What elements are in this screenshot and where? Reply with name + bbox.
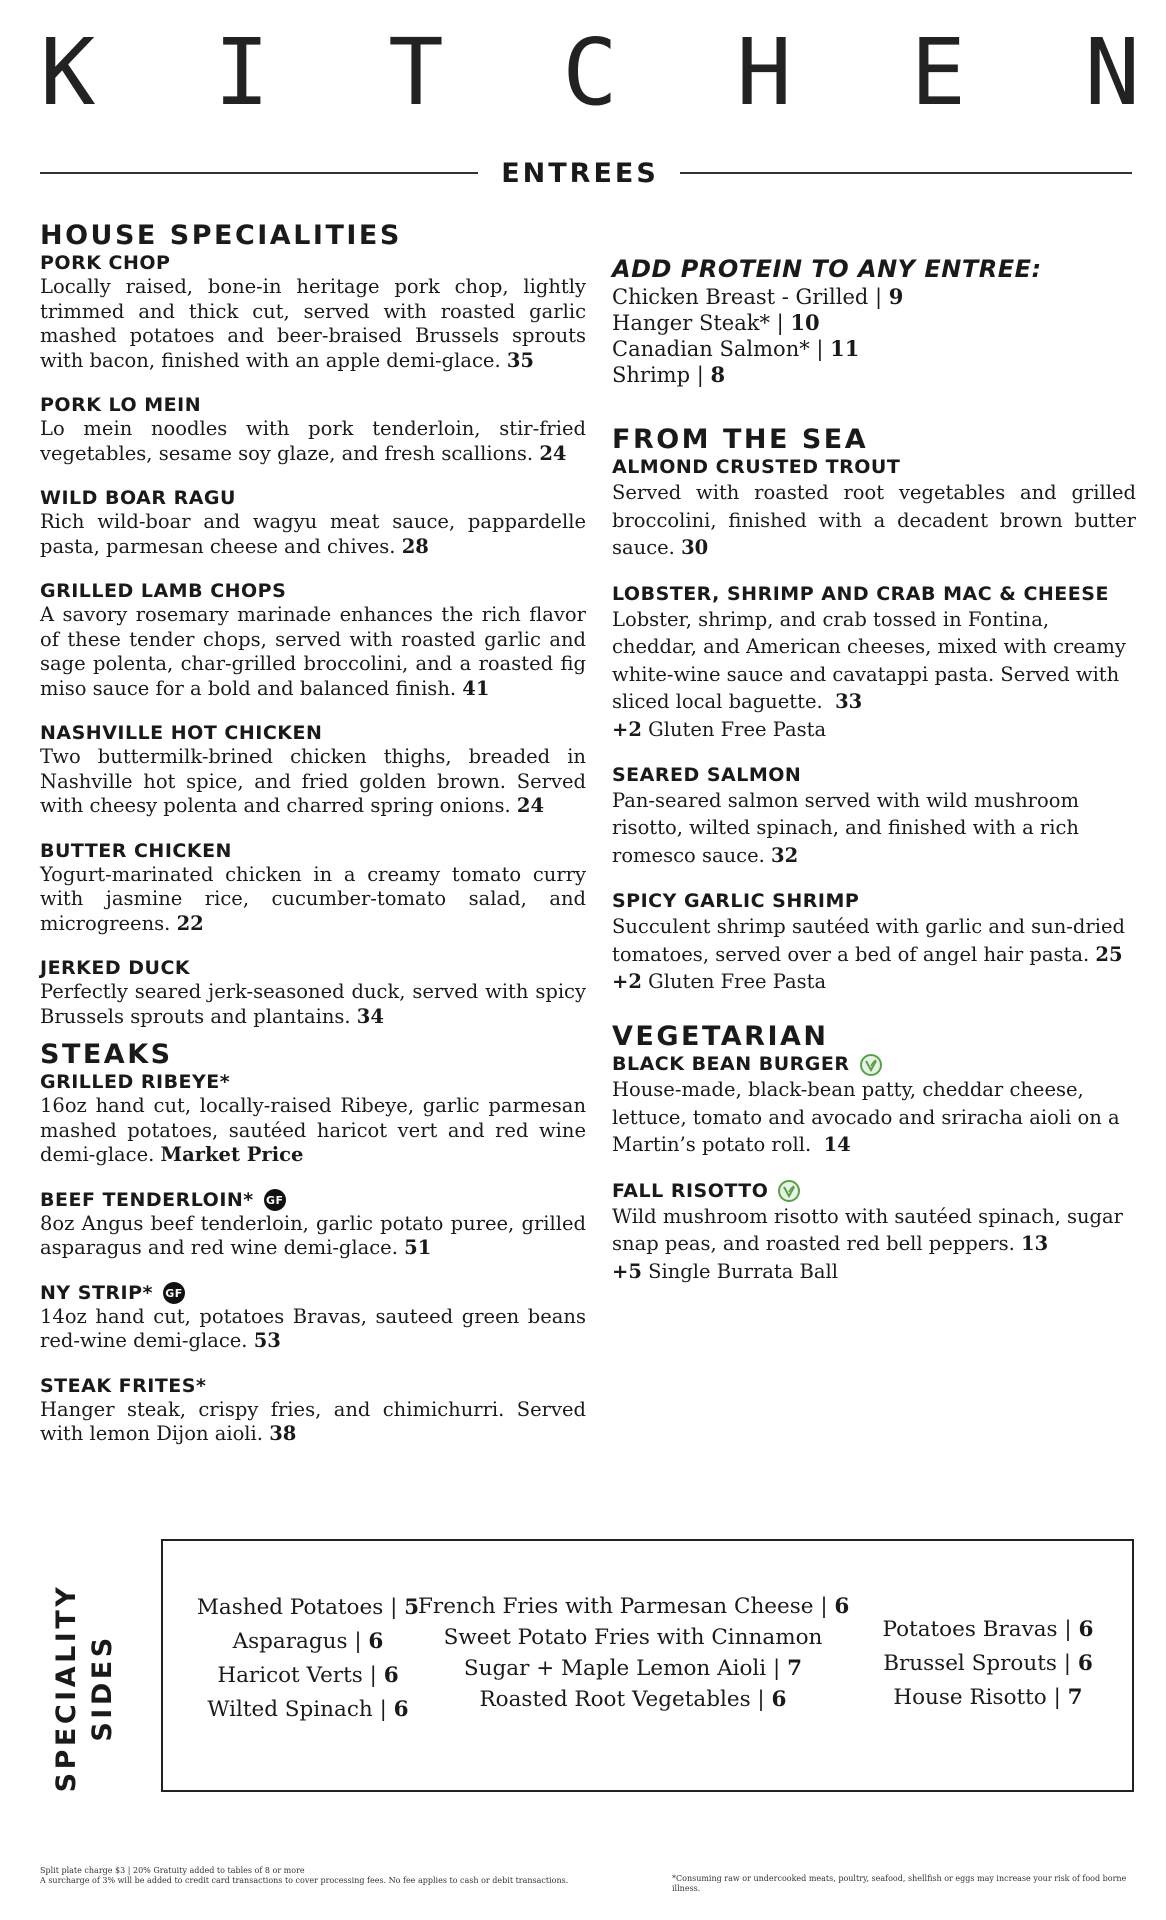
- restaurant-title: [40, 19, 1140, 126]
- protein-price: 11: [830, 336, 860, 361]
- item-name: JERKED DUCK: [40, 957, 191, 979]
- protein-item: Shrimp | 8: [612, 362, 726, 387]
- menu-item: [40, 957, 586, 1029]
- item-description: Two buttermilk-brined chicken thighs, breaded in Nashville hot spice, and fried golden brown. Served with cheesy polenta and charred spring onions. 24: [40, 745, 586, 817]
- item-name: BUTTER CHICKEN: [40, 839, 232, 862]
- category-heading-house: HOUSE SPECIALITIES: [40, 220, 402, 251]
- item-price: 51: [404, 1236, 432, 1259]
- item-description: House-made, black-bean patty, cheddar cheese, lettuce, tomato and avocado and sriracha aioli on a Martin’s potato roll. 14: [612, 1078, 1120, 1156]
- item-description: Pan-seared salmon served with wild mushroom risotto, wilted spinach, and finished with a rich romesco sauce. 32: [612, 788, 1079, 867]
- footer-notes: [40, 1866, 640, 1886]
- item-description: 14oz hand cut, potatoes Bravas, sauteed green beans red-wine demi-glace. 53: [40, 1304, 586, 1352]
- protein-price: 9: [888, 284, 904, 309]
- menu-item: [40, 580, 586, 701]
- item-name: GRILLED LAMB CHOPS: [40, 580, 287, 602]
- item-name-row: [612, 1180, 1136, 1203]
- item-price: 28: [401, 534, 429, 558]
- item-description: Lobster, shrimp, and crab tossed in Fontina, cheddar, and American cheeses, mixed with creamy white-wine sauce and cavatappi pasta. Served with sliced local baguette. 33: [612, 607, 1126, 713]
- menu-item: [612, 764, 1136, 870]
- item-name: GRILLED RIBEYE*: [40, 1071, 231, 1093]
- item-name: NASHVILLE HOT CHICKEN: [40, 722, 323, 744]
- protein-item: Hanger Steak* | 10: [612, 310, 820, 335]
- menu-item: [612, 890, 1136, 995]
- menu-item: [40, 840, 586, 937]
- category-heading-steaks: STEAKS: [40, 1039, 173, 1070]
- protein-price: 8: [710, 362, 726, 387]
- item-description: Hanger steak, crispy fries, and chimichurri. Served with lemon Dijon aioli. 38: [40, 1397, 586, 1445]
- item-name-row: [612, 1053, 1136, 1076]
- speciality-sides-label: [38, 1572, 128, 1793]
- item-addon: +5 Single Burrata Ball: [612, 1259, 838, 1283]
- consumer-advisory: *Consuming raw or undercooked meats, poultry, seafood, shellfish or eggs may increase your risk of food borne illness.: [672, 1874, 1127, 1893]
- item-description: 8oz Angus beef tenderloin, garlic potato puree, grilled asparagus and red wine demi-glace. 51: [40, 1211, 586, 1259]
- item-name: PORK LO MEIN: [40, 394, 202, 416]
- add-protein-heading: ADD PROTEIN TO ANY ENTREE:: [612, 255, 1042, 283]
- item-addon: +2 Gluten Free Pasta: [612, 717, 827, 741]
- footer-line: A surcharge of 3% will be added to credit card transactions to cover processing fees. No fee applies to cash or debit transactions.: [40, 1876, 569, 1885]
- item-price: 30: [681, 536, 709, 559]
- side-item: Roasted Root Vegetables | 6: [479, 1687, 787, 1712]
- item-name: PORK CHOP: [40, 252, 171, 274]
- menu-item: [612, 456, 1136, 562]
- menu-item: [40, 1375, 586, 1447]
- side-item: Wilted Spinach | 6: [207, 1697, 409, 1722]
- item-description: Rich wild-boar and wagyu meat sauce, pappardelle pasta, parmesan cheese and chives. 28: [40, 510, 586, 558]
- menu-item: [40, 1071, 586, 1168]
- item-description: Locally raised, bone-in heritage pork chop, lightly trimmed and thick cut, served with roasted garlic mashed potatoes and beer-braised Brussels sprouts with bacon, finished with an apple demi-glace. 35: [40, 275, 586, 372]
- protein-price: 10: [790, 310, 820, 335]
- item-price: 53: [253, 1329, 281, 1352]
- side-item: Mashed Potatoes | 5: [196, 1595, 420, 1620]
- gluten-free-icon: GF: [163, 1282, 185, 1304]
- item-price: 25: [1095, 942, 1123, 966]
- protein-item: Chicken Breast - Grilled | 9: [612, 284, 904, 309]
- title-letter: I: [214, 19, 270, 126]
- menu-item: [612, 1053, 1136, 1159]
- item-name: BEEF TENDERLOIN*: [40, 1188, 254, 1211]
- divider-left: [40, 172, 478, 174]
- item-name: SEARED SALMON: [612, 763, 802, 786]
- menu-item: [40, 1189, 586, 1261]
- side-item: French Fries with Parmesan Cheese | 6: [418, 1594, 850, 1619]
- vegetarian-icon: [778, 1180, 800, 1202]
- title-letter: E: [910, 19, 966, 126]
- right-column: [612, 254, 1136, 1306]
- item-name: ALMOND CRUSTED TROUT: [612, 456, 901, 478]
- side-item: Potatoes Bravas | 6: [882, 1617, 1094, 1642]
- item-name: WILD BOAR RAGU: [40, 487, 236, 509]
- item-price: 14: [823, 1133, 851, 1156]
- item-name-row: [40, 1189, 586, 1212]
- item-description: 16oz hand cut, locally-raised Ribeye, garlic parmesan mashed potatoes, sautéed haricot vert and red wine demi-glace. Market Price: [40, 1094, 586, 1166]
- menu-item: [40, 1282, 586, 1354]
- item-price: 38: [269, 1422, 297, 1445]
- category-heading-sea: FROM THE SEA: [612, 424, 869, 455]
- item-name: SPICY GARLIC SHRIMP: [612, 890, 860, 912]
- item-price: 13: [1021, 1232, 1049, 1255]
- item-name: NY STRIP*: [40, 1281, 153, 1304]
- item-name: BLACK BEAN BURGER: [612, 1053, 850, 1075]
- title-letter: C: [562, 19, 618, 126]
- menu-item: [612, 583, 1136, 743]
- title-letter: N: [1084, 19, 1140, 126]
- title-letter: T: [388, 19, 444, 126]
- side-item: Sugar + Maple Lemon Aioli | 7: [463, 1656, 803, 1681]
- sides-column-2: [418, 1591, 848, 1715]
- speciality-sides-box: [161, 1539, 1134, 1792]
- item-price: 24: [516, 794, 545, 817]
- item-description: Perfectly seared jerk-seasoned duck, served with spicy Brussels sprouts and plantains. 34: [40, 980, 586, 1028]
- item-name: FALL RISOTTO: [612, 1179, 769, 1202]
- side-item: Haricot Verts | 6: [217, 1663, 399, 1688]
- item-price: 32: [771, 843, 799, 867]
- item-name-row: [40, 1282, 586, 1305]
- menu-item: [40, 252, 586, 373]
- item-price: 41: [462, 676, 490, 700]
- entrees-section-header: [40, 158, 1132, 198]
- protein-list: [612, 284, 1136, 388]
- item-price: Market Price: [160, 1143, 304, 1166]
- gluten-free-icon: GF: [264, 1189, 286, 1211]
- item-price: 24: [539, 441, 567, 465]
- item-description: Yogurt-marinated chicken in a creamy tomato curry with jasmine rice, cucumber-tomato salad, and microgreens. 22: [40, 862, 586, 935]
- item-name: LOBSTER, SHRIMP AND CRAB MAC & CHEESE: [612, 582, 1109, 605]
- item-description: Served with roasted root vegetables and grilled broccolini, finished with a decadent brown butter sauce. 30: [612, 481, 1136, 559]
- item-description: A savory rosemary marinade enhances the rich flavor of these tender chops, served with roasted garlic and sage polenta, char-grilled broccolini, and a roasted fig miso sauce for a bold and balanced finish. 41: [40, 603, 586, 700]
- item-name: STEAK FRITES*: [40, 1374, 207, 1397]
- item-addon: +2 Gluten Free Pasta: [612, 970, 827, 993]
- item-price: 33: [835, 690, 863, 713]
- menu-item: [40, 394, 586, 466]
- item-description: Wild mushroom risotto with sautéed spinach, sugar snap peas, and roasted red bell peppers. 13: [612, 1204, 1123, 1255]
- item-price: 35: [506, 348, 534, 372]
- menu-item: [612, 1180, 1136, 1285]
- section-title: ENTREES: [501, 158, 659, 189]
- item-description: Lo mein noodles with pork tenderloin, stir-fried vegetables, sesame soy glaze, and fresh scallions. 24: [40, 417, 586, 465]
- side-item: Brussel Sprouts | 6: [883, 1651, 1093, 1676]
- protein-item: Canadian Salmon* | 11: [612, 336, 860, 361]
- sides-label-line1: SPECIALITY: [51, 1583, 82, 1793]
- title-letter: H: [736, 19, 792, 126]
- divider-right: [680, 172, 1132, 174]
- footer-line: Split plate charge $3 | 20% Gratuity added to tables of 8 or more: [40, 1866, 305, 1875]
- side-item: Asparagus | 6: [232, 1629, 384, 1654]
- category-heading-vegetarian: VEGETARIAN: [612, 1021, 829, 1052]
- vegetarian-icon: [860, 1054, 882, 1076]
- menu-item: [40, 722, 586, 819]
- side-item: House Risotto | 7: [893, 1685, 1083, 1710]
- side-item: Sweet Potato Fries with Cinnamon: [443, 1625, 823, 1650]
- sides-column-1: [173, 1591, 443, 1727]
- item-description: Succulent shrimp sautéed with garlic and sun-dried tomatoes, served over a bed of angel hair pasta. 25: [612, 915, 1125, 966]
- title-letter: K: [40, 19, 96, 126]
- sides-label-line2: SIDES: [87, 1634, 118, 1742]
- left-column: [40, 220, 586, 1468]
- item-price: 22: [176, 911, 204, 935]
- item-price: 34: [356, 1004, 384, 1028]
- sides-column-3: [853, 1613, 1123, 1715]
- menu-item: [40, 487, 586, 559]
